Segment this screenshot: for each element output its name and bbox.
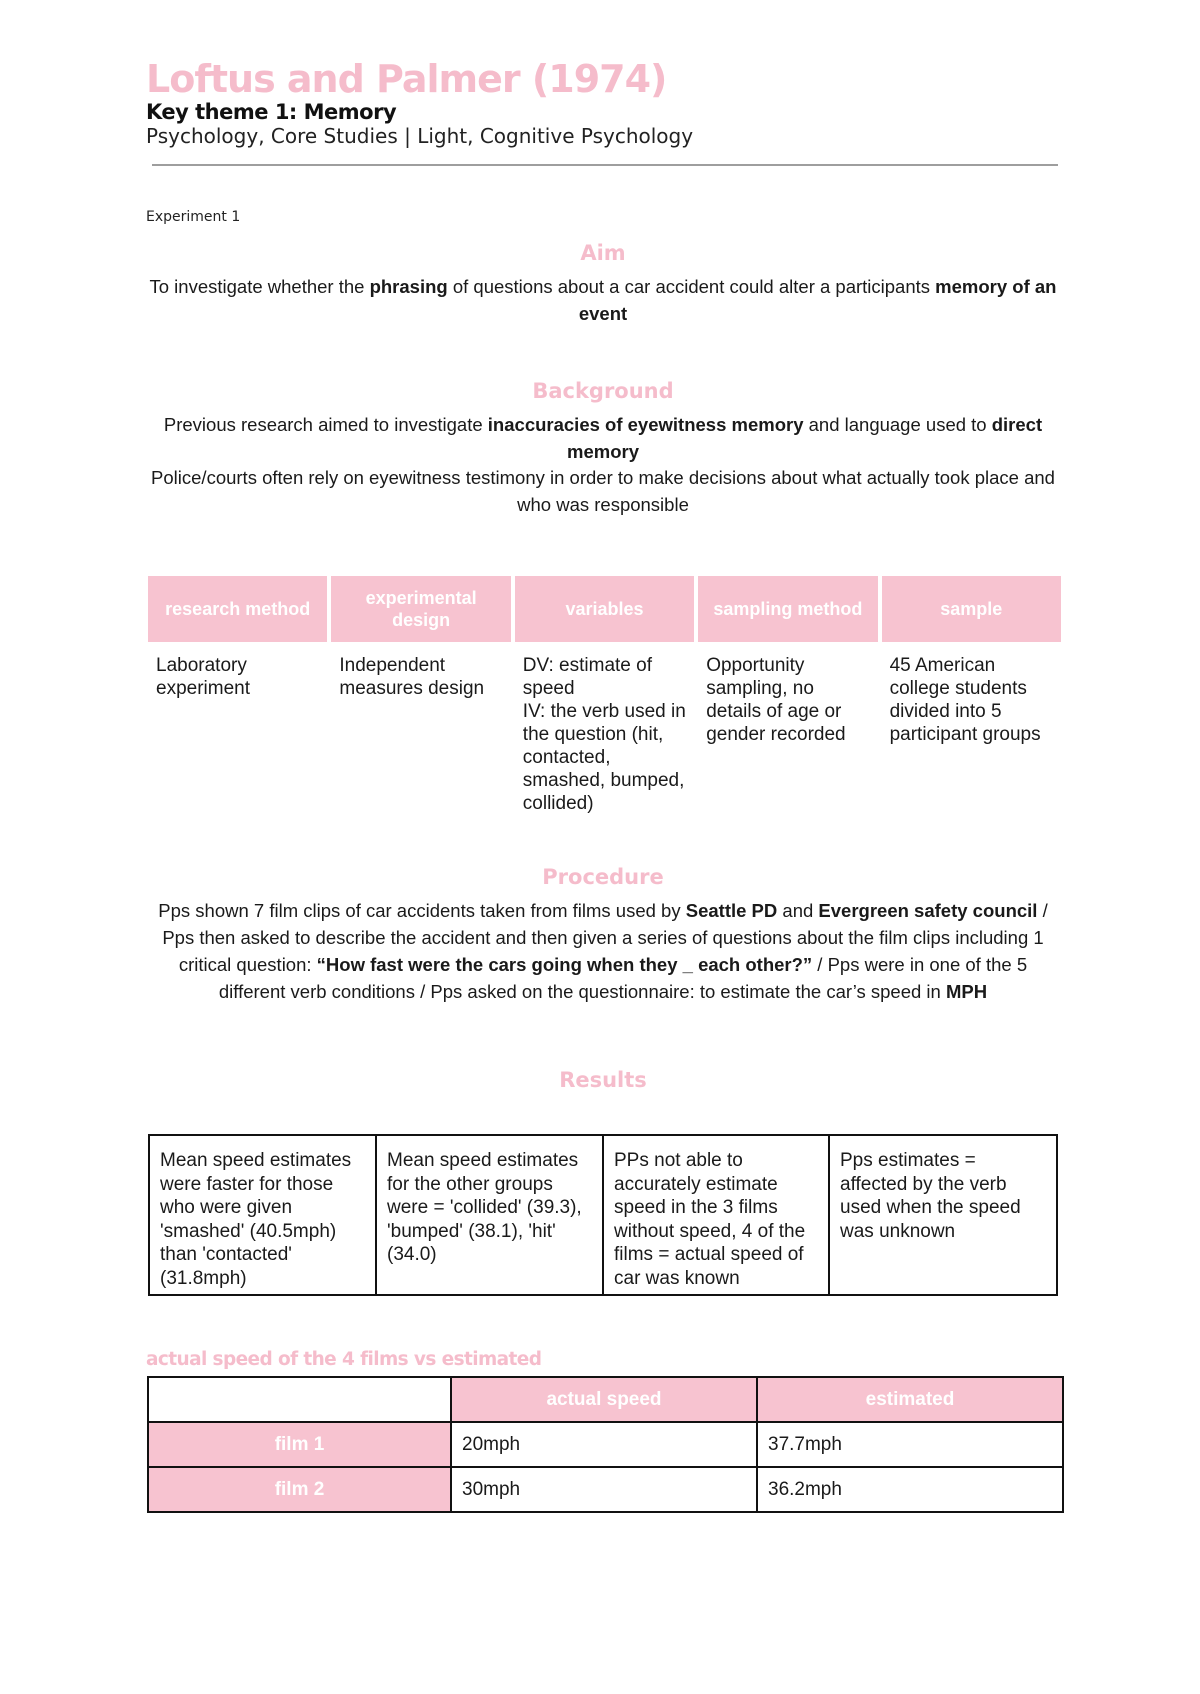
table-row: [148, 1422, 1063, 1467]
cell-estimated-film-1: 37.7mph: [757, 1422, 1063, 1467]
cell-actual-film-2: 30mph: [451, 1467, 757, 1512]
header-sampling-method: sampling method: [698, 576, 877, 642]
document-title: Loftus and Palmer (1974): [146, 57, 667, 101]
cell-research-method: Laboratory experiment: [156, 655, 250, 699]
aim-heading: Aim: [580, 241, 626, 265]
speed-table-caption: actual speed of the 4 films vs estimated: [146, 1349, 542, 1370]
cell-actual-film-1: 20mph: [451, 1422, 757, 1467]
cell-sample: 45 American college students divided into 5 participant groups: [889, 655, 1041, 745]
results-cell-2: Mean speed estimates for the other groups were = 'collided' (39.3), 'bumped' (38.1), 'hit' (34.0): [377, 1136, 604, 1294]
header-sample: sample: [882, 576, 1061, 642]
cell-estimated-film-2: 36.2mph: [757, 1467, 1063, 1512]
header-research-method: research method: [148, 576, 327, 642]
study-design-table: [148, 576, 1061, 815]
table-row: [148, 1377, 1063, 1422]
results-heading: Results: [559, 1068, 647, 1092]
speed-comparison-table: [147, 1376, 1064, 1513]
table-row: [148, 1467, 1063, 1512]
experiment-label: Experiment 1: [146, 209, 241, 225]
procedure-text: Pps shown 7 film clips of car accidents taken from films used by Seattle PD and Evergreen safety council / Pps then asked to describe the accident and then given a series of questions about the film clips including 1 critical question: “How fast were the cars going when they _ each other?” / Pps were in one of the 5 different verb conditions / Pps asked on the questionnaire: to estimate the car’s speed in MPH: [158, 900, 1048, 1002]
procedure-heading: Procedure: [542, 865, 664, 889]
aim-text: To investigate whether the phrasing of questions about a car accident could alter a participants memory of an event: [149, 276, 1057, 324]
results-cell-1: Mean speed estimates were faster for those who were given 'smashed' (40.5mph) than 'contacted' (31.8mph): [150, 1136, 377, 1294]
course-tagline: Psychology, Core Studies | Light, Cognitive Psychology: [146, 124, 694, 148]
header-actual-speed: actual speed: [451, 1377, 757, 1422]
background-text: Previous research aimed to investigate inaccuracies of eyewitness memory and language used to direct memory: [163, 414, 1043, 462]
header-estimated: estimated: [757, 1377, 1063, 1422]
header-divider: [152, 164, 1058, 166]
results-table: [148, 1134, 1058, 1296]
cell-experimental-design: Independent measures design: [339, 655, 485, 699]
row-label-film-1: film 1: [148, 1422, 451, 1467]
header-variables: variables: [515, 576, 694, 642]
header-experimental-design: experimental design: [331, 576, 510, 642]
background-heading: Background: [532, 379, 674, 403]
results-cell-3: PPs not able to accurately estimate speed in the 3 films without speed, 4 of the films = actual speed of car was known: [604, 1136, 830, 1294]
blank-header-cell: [148, 1377, 451, 1422]
background-text-2: Police/courts often rely on eyewitness testimony in order to make decisions about what actually took place and who was responsible: [151, 467, 1055, 515]
results-cell-4: Pps estimates = affected by the verb used when the speed was unknown: [840, 1150, 1021, 1242]
row-label-film-2: film 2: [148, 1467, 451, 1512]
cell-sampling-method: Opportunity sampling, no details of age or gender recorded: [706, 655, 846, 745]
key-theme-subtitle: Key theme 1: Memory: [146, 100, 397, 124]
cell-variables: DV: estimate of speed IV: the verb used in the question (hit, contacted, smashed, bumped, collided): [522, 655, 686, 814]
